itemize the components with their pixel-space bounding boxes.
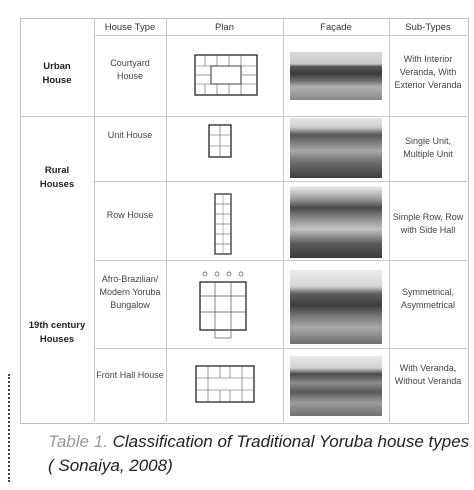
grid-line	[20, 116, 467, 117]
category-rural-houses: Rural Houses	[39, 165, 75, 190]
dotted-rule	[8, 374, 10, 482]
house-type-courtyard: Courtyard House	[110, 58, 150, 81]
caption-text: Classification of Traditional Yoruba house types ( Sonaiya, 2008)	[48, 432, 470, 475]
header-plan: Plan	[214, 22, 234, 33]
house-type-afro-brazilian: Afro-Brazilian/ Modern Yoruba Bungalow	[99, 273, 161, 310]
subtypes-courtyard: With Interior Veranda, With Exterior Veranda	[394, 53, 462, 90]
grid-line	[94, 18, 95, 422]
grid-line	[94, 181, 467, 182]
grid-line	[94, 260, 467, 261]
subtypes-afro-brazilian: Symmetrical, Asymmetrical	[400, 287, 455, 310]
grid-line	[94, 35, 467, 36]
grid-line	[283, 18, 284, 422]
table-caption	[48, 430, 474, 478]
house-type-front-hall: Front Hall House	[96, 369, 164, 380]
bungalow-plan-drawing	[197, 268, 249, 340]
house-type-unit: Unit House	[107, 129, 153, 140]
unit-facade-photo	[290, 118, 382, 178]
unit-plan-drawing	[207, 123, 233, 159]
grid-line	[166, 18, 167, 422]
header-subtypes: Sub-Types	[405, 22, 451, 33]
courtyard-plan-drawing	[193, 53, 259, 97]
front-hall-plan-drawing	[194, 364, 256, 404]
grid-line	[389, 18, 390, 422]
category-19th-century-houses: 19th century Houses	[28, 320, 86, 345]
caption-label: Table 1.	[48, 432, 108, 451]
row-plan-drawing	[213, 192, 233, 256]
courtyard-facade-photo	[290, 52, 382, 100]
grid-line	[94, 348, 467, 349]
subtypes-row: Simple Row, Row with Side Hall	[392, 212, 464, 235]
front-hall-facade-photo	[290, 356, 382, 416]
subtypes-front-hall: With Veranda, Without Veranda	[394, 363, 462, 386]
header-house-type: House Type	[104, 22, 156, 33]
bungalow-facade-photo	[290, 270, 382, 344]
subtypes-unit: Single Unit, Multiple Unit	[403, 136, 453, 159]
header-facade: Façade	[320, 22, 352, 33]
category-urban-house: Urban House	[42, 61, 72, 86]
house-type-row: Row House	[106, 209, 154, 220]
row-facade-photo	[290, 186, 382, 258]
